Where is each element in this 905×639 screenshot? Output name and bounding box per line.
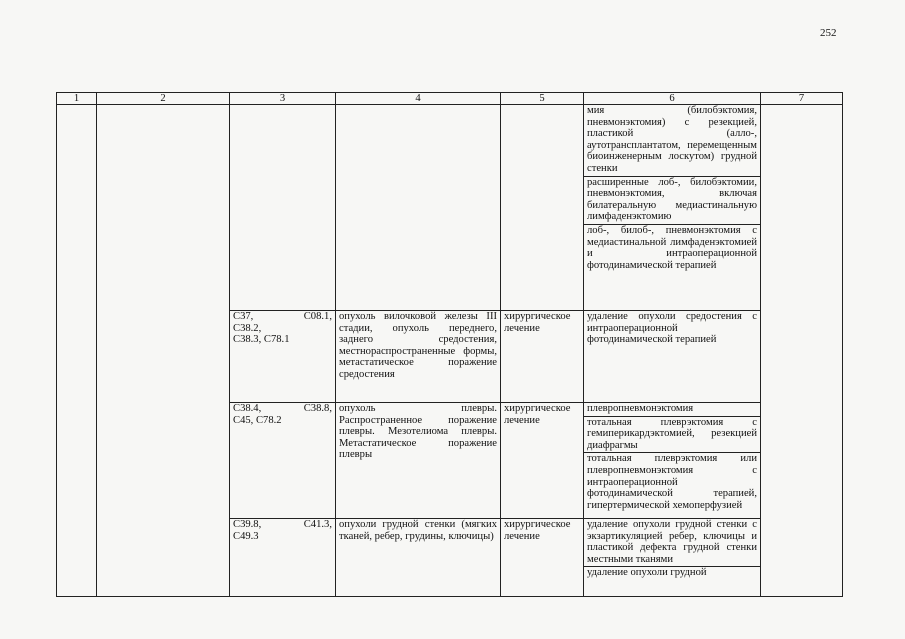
cell-codes <box>230 311 336 403</box>
method-item: тотальная плеврэктомия или плевропневмонэктомия с интраоперационной фотодинамической терапией, гипертермической хемоперфузией <box>587 453 757 511</box>
column-header: 4 <box>336 93 501 105</box>
method-item: мия (билобэктомия, пневмонэктомия) с резекцией, пластикой (алло-, аутотрансплантатом, перемещенным биоинженерным лоскутом) грудной стенки <box>584 105 760 177</box>
column-header: 7 <box>761 93 843 105</box>
cell-treatment: хирургическое лечение <box>501 519 584 597</box>
method-item: тотальная плеврэктомия с гемиперикардэктомией, резекцией диафрагмы <box>584 417 760 454</box>
column-header: 6 <box>584 93 761 105</box>
cell-codes <box>230 105 336 311</box>
column-header: 5 <box>501 93 584 105</box>
cell-col1 <box>57 105 97 597</box>
cell-description: опухоль плевры. Распространенное поражение плевры. Мезотелиома плевры. Метастатическое поражение плевры <box>336 403 501 519</box>
code-line: С38.4, С38.8, <box>233 403 332 414</box>
cell-codes <box>230 519 336 597</box>
cell-methods <box>584 105 761 311</box>
method-item: удаление опухоли средостения с интраоперационной фотодинамической терапией <box>587 311 757 346</box>
column-number-row <box>57 93 843 105</box>
cell-col2 <box>97 105 230 597</box>
method-item: расширенные лоб-, билобэктомии, пневмонэктомия, включая билатеральную медиастинальную лимфаденэктомию <box>584 177 760 225</box>
method-item: удаление опухоли грудной стенки с экзартикуляцией ребер, ключицы и пластикой дефекта грудной стенки местными тканями <box>584 519 760 567</box>
method-item: плевропневмонэктомия <box>584 403 760 417</box>
cell-description <box>336 105 501 311</box>
page-number: 252 <box>820 27 837 39</box>
column-header: 2 <box>97 93 230 105</box>
method-item: удаление опухоли грудной <box>587 567 707 579</box>
code-line: С37, С08.1, <box>233 311 332 322</box>
cell-methods <box>584 403 761 519</box>
method-item: лоб-, билоб-, пневмонэктомия с медиастинальной лимфаденэктомией и интраоперационной фотодинамической терапией <box>587 224 757 271</box>
code-line: С38.3, С78.1 <box>233 334 290 346</box>
cell-treatment: хирургическое лечение <box>501 311 584 403</box>
code-line: С49.3 <box>233 530 259 542</box>
cell-methods <box>584 311 761 403</box>
table-row <box>57 105 843 311</box>
code-line: С45, С78.2 <box>233 414 282 426</box>
column-header: 3 <box>230 93 336 105</box>
code-line: С39.8, С41.3, <box>233 519 332 530</box>
medical-procedures-table <box>56 92 843 597</box>
cell-methods <box>584 519 761 597</box>
cell-col7 <box>761 105 843 597</box>
cell-description: опухоли грудной стенки (мягких тканей, ребер, грудины, ключицы) <box>336 519 501 597</box>
cell-treatment: хирургическое лечение <box>501 403 584 519</box>
code-line: С38.2, <box>233 322 262 334</box>
cell-treatment <box>501 105 584 311</box>
cell-codes <box>230 403 336 519</box>
cell-description: опухоль вилочковой железы III стадии, опухоль переднего, заднего средостения, местнораспространенные формы, метастатическое поражение средостения <box>336 311 501 403</box>
column-header: 1 <box>57 93 97 105</box>
